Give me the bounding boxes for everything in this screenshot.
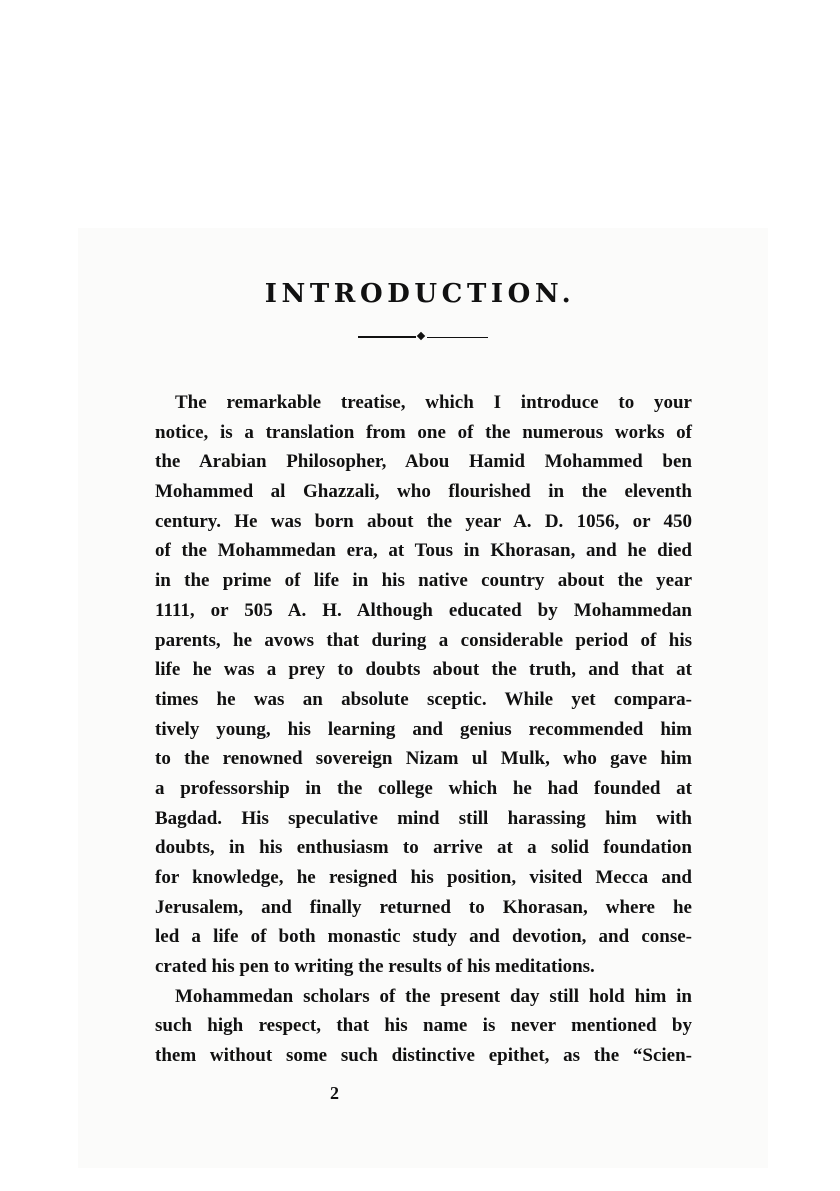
signature-mark: 2 <box>330 1083 339 1103</box>
text-line: a professorship in the college which he had founded at <box>155 777 692 799</box>
text-line: century. He was born about the year A. D. 1056, or 450 <box>155 510 692 532</box>
text-line: Jerusalem, and finally returned to Khorasan, where he <box>155 896 692 918</box>
text-line: Mohammed al Ghazzali, who flourished in the eleventh <box>155 481 692 503</box>
text-line: crated his pen to writing the results of his meditations. <box>155 956 595 978</box>
text-line: Bagdad. His speculative mind still harassing him with <box>155 807 692 829</box>
ornamental-rule <box>358 331 488 343</box>
text-line: times he was an absolute sceptic. While yet compara- <box>155 688 692 710</box>
paragraph-2 <box>155 982 692 1071</box>
text-line: notice, is a translation from one of the numerous works of <box>155 421 692 443</box>
text-line: 1111, or 505 A. H. Although educated by Mohammedan <box>155 599 692 621</box>
text-line: in the prime of life in his native country about the year <box>155 570 692 592</box>
text-line: led a life of both monastic study and devotion, and conse- <box>155 926 692 948</box>
text-line: life he was a prey to doubts about the truth, and that at <box>155 659 692 681</box>
text-line: them without some such distinctive epithet, as the “Scien- <box>155 1045 692 1067</box>
text-line: The remarkable treatise, which I introduce to your <box>175 392 692 413</box>
text-line: for knowledge, he resigned his position, visited Mecca and <box>155 867 692 888</box>
text-line: the Arabian Philosopher, Abou Hamid Mohammed ben <box>155 451 692 473</box>
body-text <box>155 388 692 1071</box>
text-line: such high respect, that his name is never mentioned by <box>155 1015 692 1037</box>
text-line: Mohammedan scholars of the present day still hold him in <box>175 985 692 1007</box>
text-line: parents, he avows that during a considerable period of his <box>155 629 692 651</box>
text-line: tively young, his learning and genius recommended him <box>155 718 692 740</box>
text-line: of the Mohammedan era, at Tous in Khorasan, and he died <box>155 540 692 562</box>
rule-thick-segment <box>358 336 416 338</box>
paragraph-1 <box>155 388 692 982</box>
text-line: doubts, in his enthusiasm to arrive at a solid foundation <box>155 837 692 859</box>
rule-thin-segment <box>427 337 488 338</box>
rule-diamond <box>417 332 425 340</box>
text-line: to the renowned sovereign Nizam ul Mulk, who gave him <box>155 748 692 770</box>
chapter-title: INTRODUCTION. <box>264 279 576 310</box>
